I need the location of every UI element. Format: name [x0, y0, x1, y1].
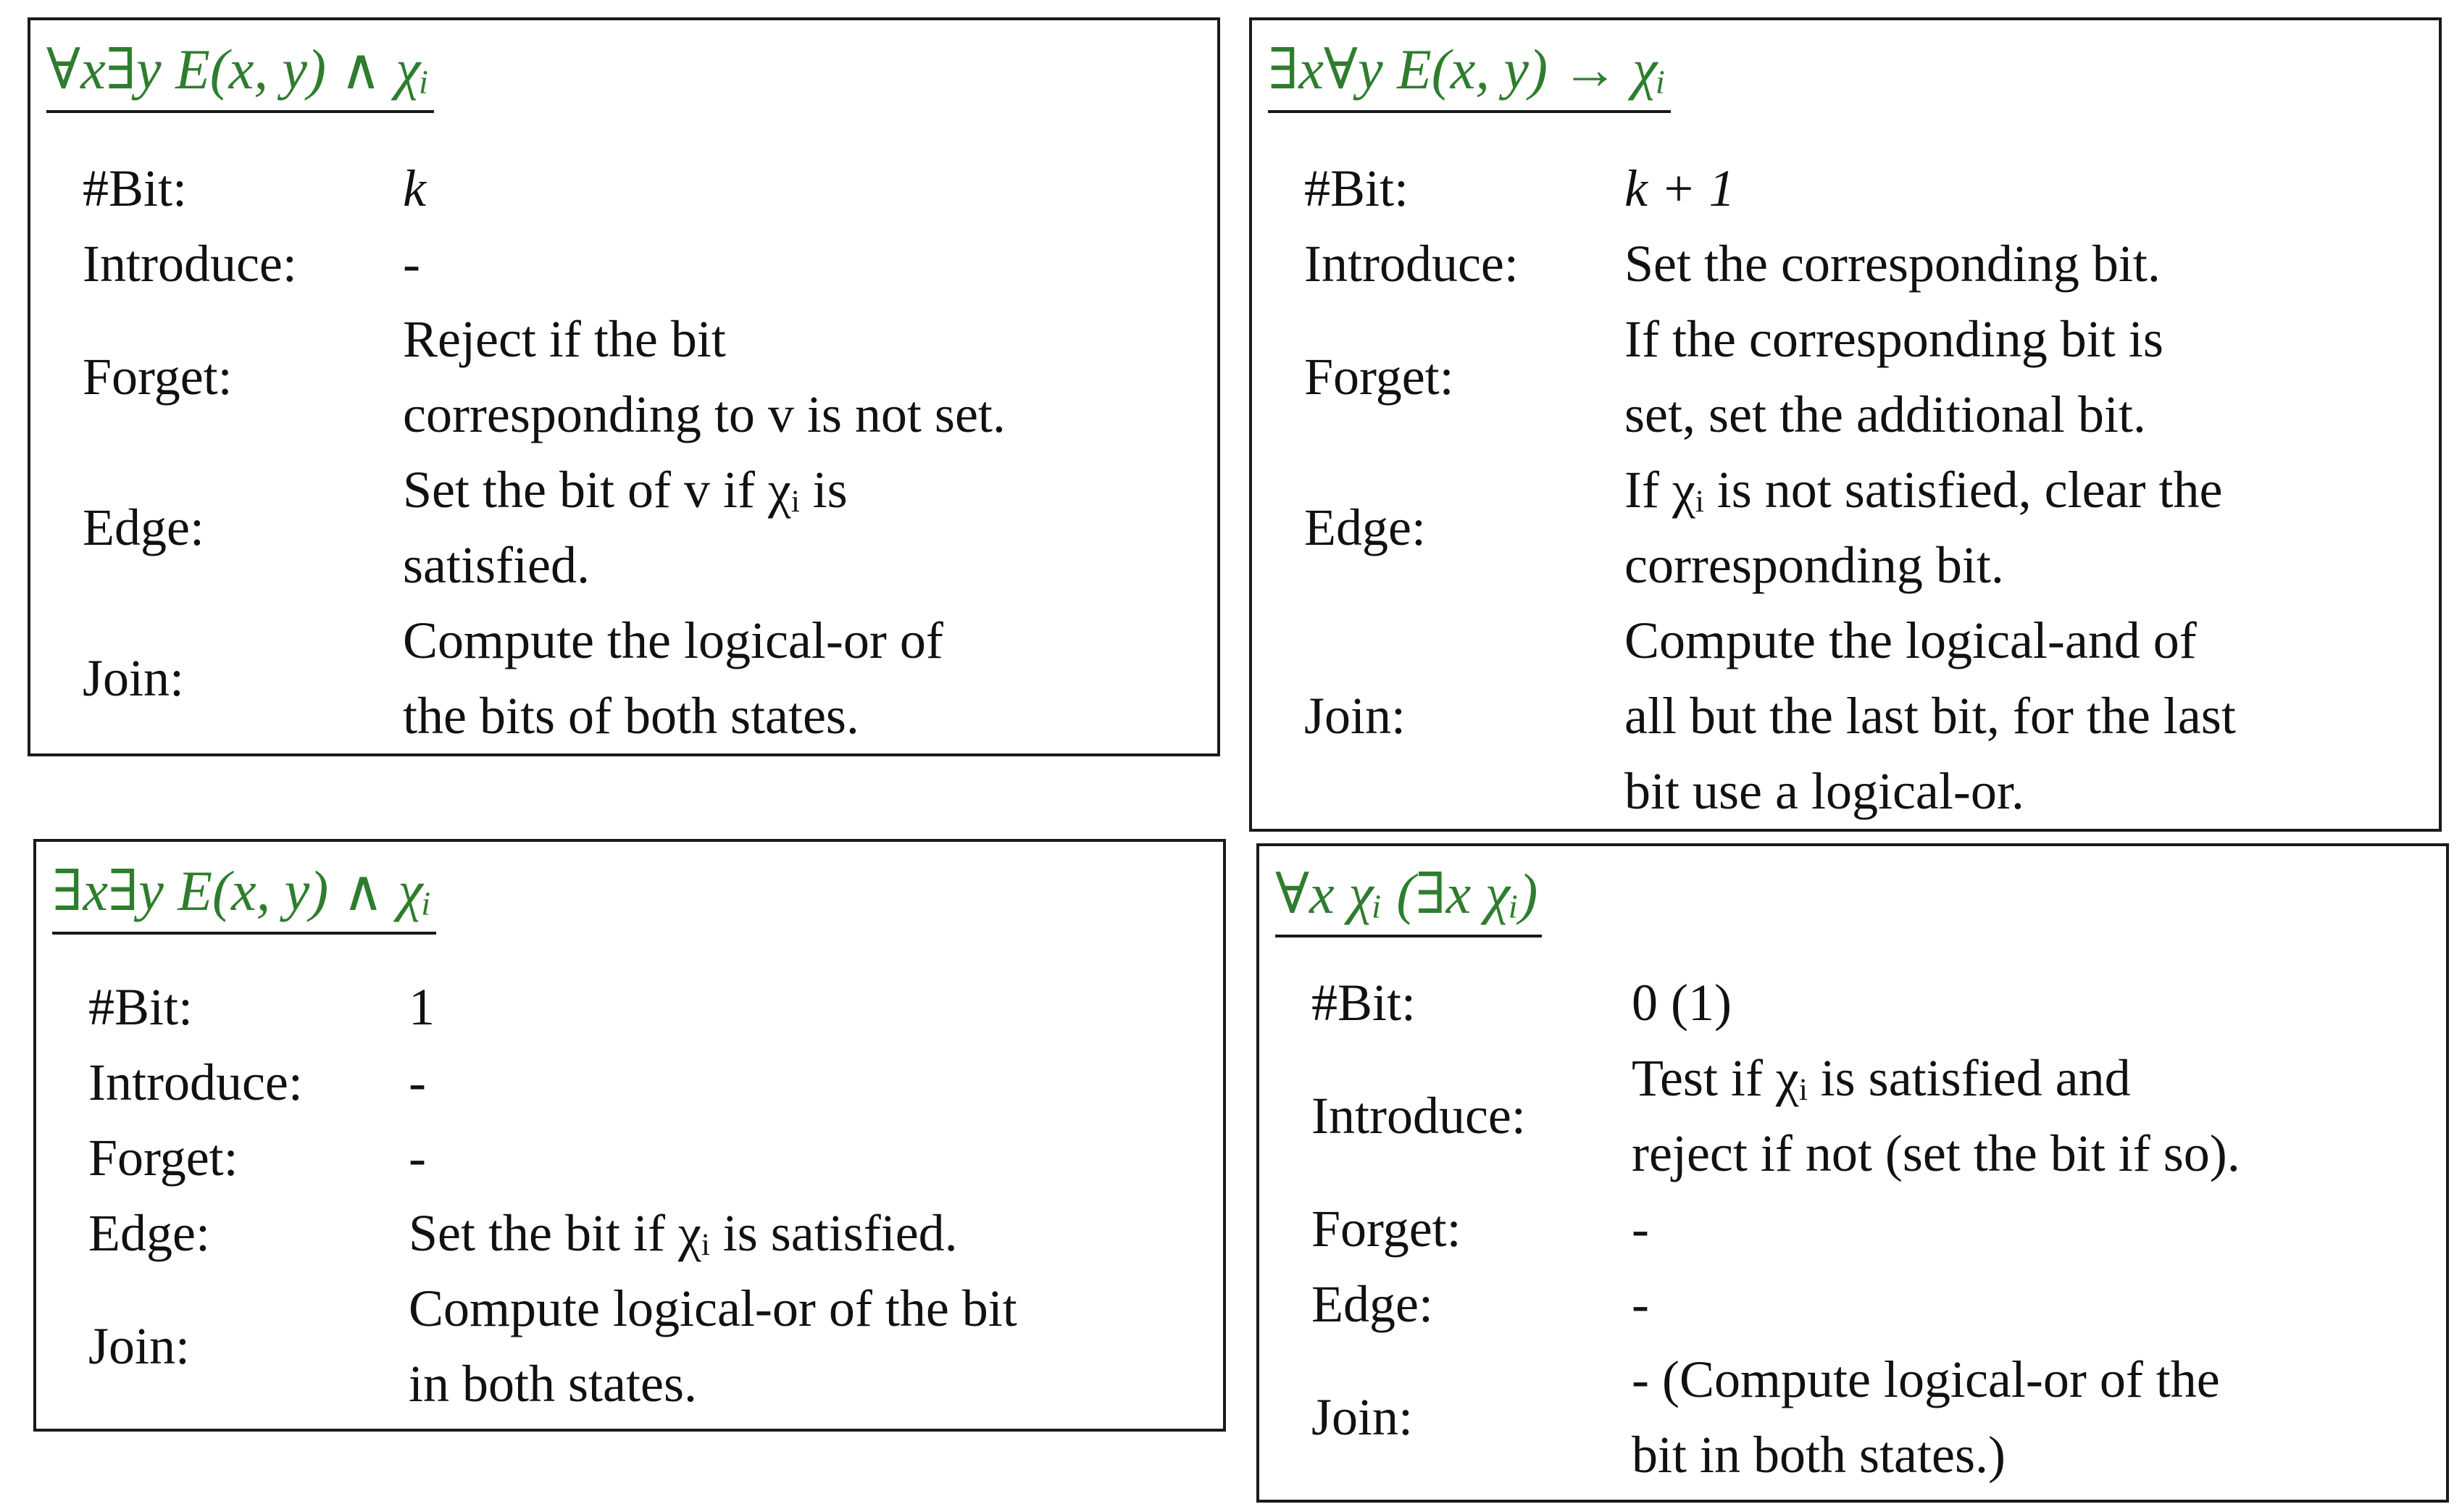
row-label: Forget: [83, 348, 233, 406]
row-label: Join: [1304, 687, 1406, 745]
row-label: Edge: [1311, 1275, 1433, 1333]
row-value: Test if χᵢ is satisfied and [1632, 1049, 2131, 1107]
row-label: Edge: [83, 498, 204, 556]
row-label: Join: [88, 1317, 191, 1375]
row-label: #Bit: [83, 159, 188, 217]
row-label: Join: [83, 649, 185, 707]
panel-title: ∀x∃y E(x, y) ∧ χᵢ [46, 33, 434, 113]
row-value: - [409, 1053, 426, 1111]
row-value: bit in both states.) [1632, 1426, 2006, 1484]
row-label: #Bit: [1304, 159, 1409, 217]
row-label: Introduce: [88, 1053, 303, 1111]
row-label: #Bit: [1311, 974, 1416, 1032]
row-label: Forget: [88, 1129, 238, 1187]
row-value: Set the corresponding bit. [1624, 235, 2161, 293]
panel-title: ∃x∃y E(x, y) ∧ χᵢ [52, 855, 436, 935]
row-label: Introduce: [1304, 235, 1519, 293]
row-value: the bits of both states. [403, 687, 859, 745]
row-label: #Bit: [88, 978, 193, 1036]
panel-exists-forall [1249, 17, 2442, 832]
row-value: If the corresponding bit is [1624, 310, 2163, 368]
panel-forall-exists [28, 17, 1220, 756]
row-value: Reject if the bit [403, 310, 726, 368]
row-value: satisfied. [403, 536, 590, 594]
row-value: Compute the logical-and of [1624, 611, 2197, 669]
row-value: reject if not (set the bit if so). [1632, 1124, 2240, 1182]
row-value: If χᵢ is not satisfied, clear the [1624, 461, 2223, 519]
row-value: Set the bit if χᵢ is satisfied. [409, 1204, 958, 1262]
row-value: Set the bit of v if χᵢ is [403, 461, 848, 519]
row-value: Compute logical-or of the bit [409, 1279, 1017, 1337]
panel-exists-exists [33, 839, 1226, 1432]
row-value: bit use a logical-or. [1624, 762, 2024, 820]
row-value: 1 [409, 978, 435, 1036]
row-value: 0 (1) [1632, 974, 1732, 1032]
row-label: Forget: [1304, 348, 1454, 406]
row-value: set, set the additional bit. [1624, 385, 2146, 443]
row-value: - [409, 1129, 426, 1187]
panel-forall-chi [1256, 843, 2449, 1503]
panel-title: ∀x χᵢ (∃x χᵢ) [1275, 858, 1542, 937]
row-value: - (Compute logical-or of the [1632, 1350, 2220, 1408]
row-label: Forget: [1311, 1200, 1461, 1258]
row-label: Introduce: [1311, 1087, 1526, 1145]
row-label: Join: [1311, 1388, 1414, 1446]
row-value: corresponding to v is not set. [403, 385, 1006, 443]
row-value: corresponding bit. [1624, 536, 2004, 594]
row-label: Edge: [88, 1204, 210, 1262]
row-value: k + 1 [1624, 159, 1735, 217]
row-label: Introduce: [83, 235, 297, 293]
row-value: k [403, 159, 426, 217]
row-value: - [1632, 1275, 1649, 1333]
panel-title: ∃x∀y E(x, y) → χᵢ [1268, 33, 1671, 113]
row-value: Compute the logical-or of [403, 611, 943, 669]
row-value: - [403, 235, 420, 293]
row-label: Edge: [1304, 498, 1426, 556]
row-value: all but the last bit, for the last [1624, 687, 2236, 745]
row-value: in both states. [409, 1355, 697, 1413]
row-value: - [1632, 1200, 1649, 1258]
